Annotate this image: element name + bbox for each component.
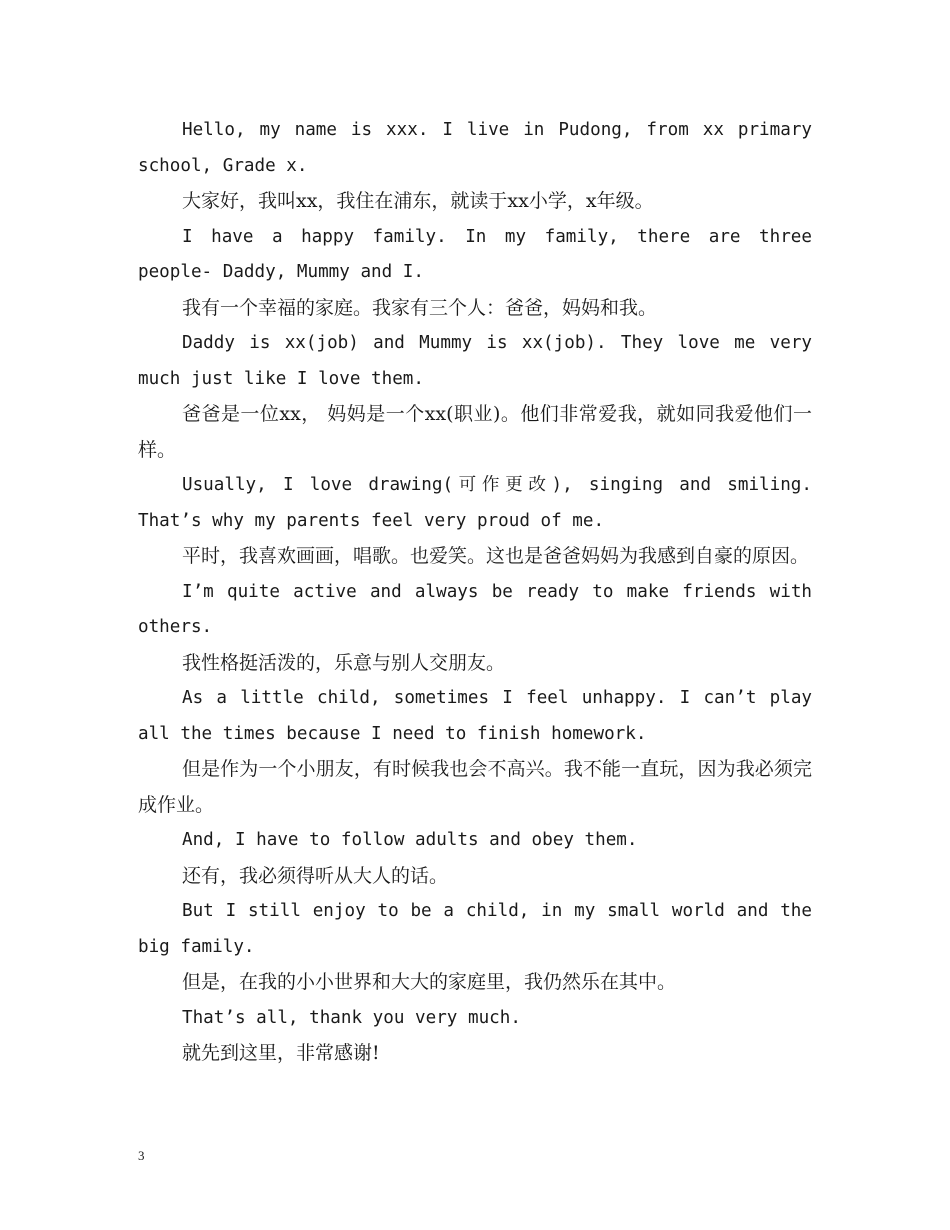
- paragraph-closing-en: That’s all, thank you very much.: [182, 1007, 521, 1028]
- paragraph-hobbies-en: Usually, I love drawing(可作更改), singing and smiling. That’s why my parents feel very proud of me.: [138, 475, 812, 531]
- paragraph-personality-zh: 我性格挺活泼的，乐意与别人交朋友。: [182, 651, 506, 674]
- paragraph-closing-zh: 就先到这里，非常感谢!: [182, 1042, 380, 1064]
- paragraph-enjoy-en: But I still enjoy to be a child, in my small world and the big family.: [138, 901, 812, 957]
- paragraph-intro-en: Hello, my name is xxx. I live in Pudong, from xx primary school, Grade x.: [138, 120, 812, 176]
- paragraph-unhappy-en: As a little child, sometimes I feel unhappy. I can’t play all the times because I need to finish homework.: [138, 688, 812, 744]
- paragraph-parents-zh: 爸爸是一位xx， 妈妈是一个xx(职业)。他们非常爱我，就如同我爱他们一样。: [138, 403, 812, 461]
- paragraph-obey-zh: 还有，我必须得听从大人的话。: [182, 864, 449, 887]
- paragraph-hobbies-zh: 平时，我喜欢画画，唱歌。也爱笑。这也是爸爸妈妈为我感到自豪的原因。: [182, 545, 810, 567]
- document-body: [138, 113, 812, 1072]
- paragraph-personality-en: I’m quite active and always be ready to make friends with others.: [138, 581, 812, 637]
- paragraph-family-en: I have a happy family. In my family, there are three people- Daddy, Mummy and I.: [138, 226, 812, 282]
- paragraph-unhappy-zh: 但是作为一个小朋友，有时候我也会不高兴。我不能一直玩，因为我必须完成作业。: [138, 758, 812, 816]
- paragraph-obey-en: And, I have to follow adults and obey them.: [182, 830, 638, 850]
- paragraph-parents-en: Daddy is xx(job) and Mummy is xx(job). They love me very much just like I love them.: [138, 333, 812, 389]
- paragraph-intro-zh: 大家好，我叫xx，我住在浦东，就读于xx小学，x年级。: [182, 190, 654, 212]
- paragraph-enjoy-zh: 但是，在我的小小世界和大大的家庭里，我仍然乐在其中。: [182, 971, 677, 993]
- page-number: 3: [138, 1148, 145, 1163]
- paragraph-family-zh: 我有一个幸福的家庭。我家有三个人：爸爸，妈妈和我。: [182, 296, 658, 319]
